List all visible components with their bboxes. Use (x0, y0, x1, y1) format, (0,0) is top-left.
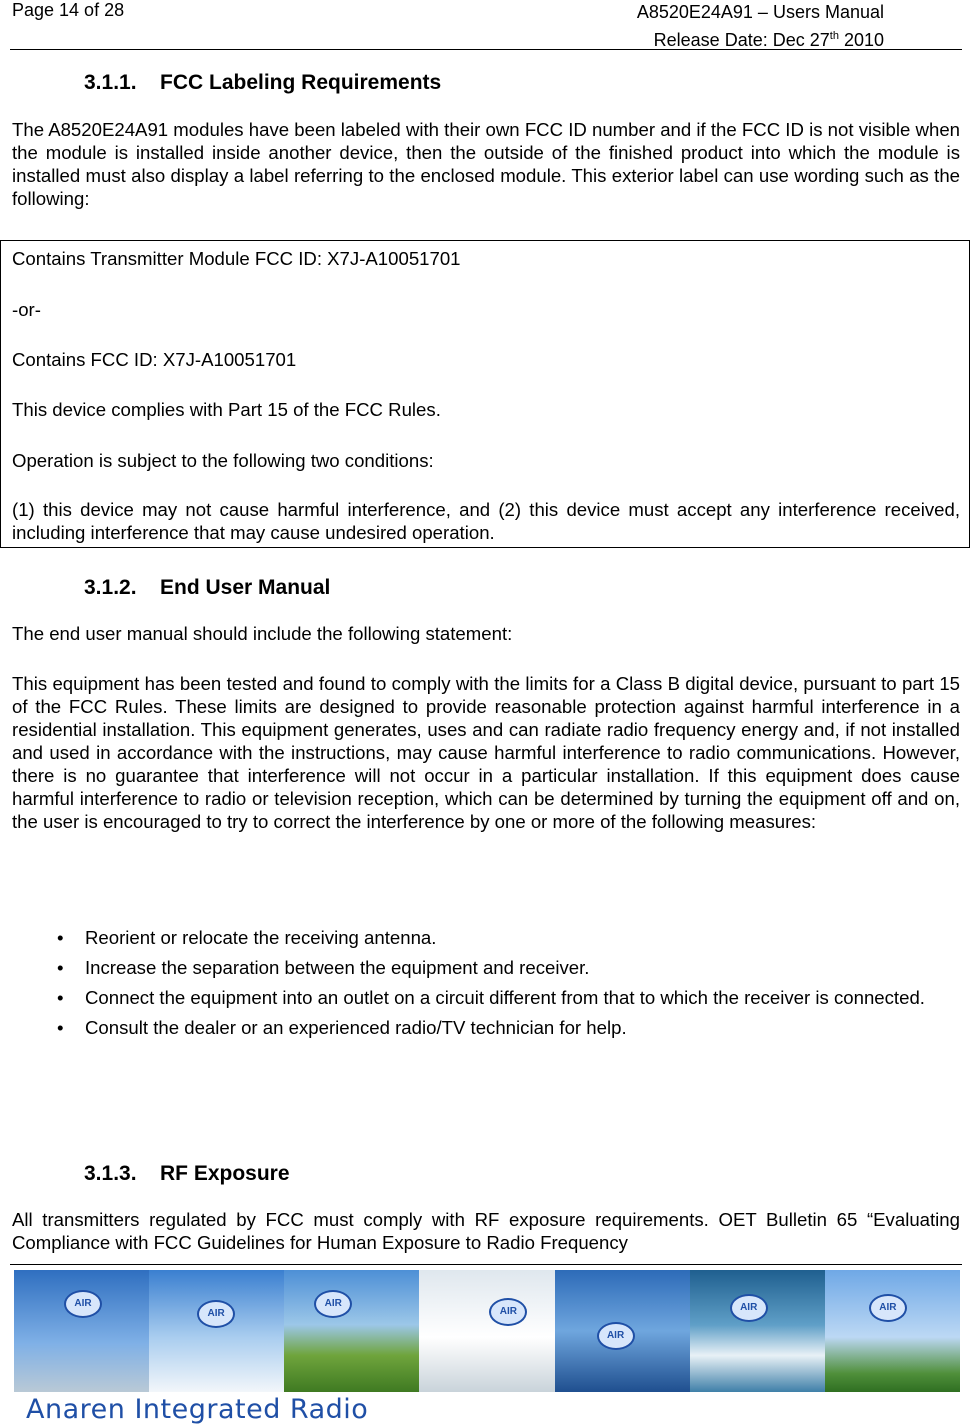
release-date: Release Date: Dec 27th 2010 (653, 30, 884, 50)
section-heading-labeling: 3.1.1. FCC Labeling Requirements (84, 71, 442, 94)
banner-cyclist-image: AIR (284, 1270, 419, 1392)
banner-snowboard-image: AIR (419, 1270, 554, 1392)
label-line-conditions: Operation is subject to the following two conditions: (12, 450, 434, 471)
label-line-or: -or- (12, 299, 41, 320)
list-item: • Connect the equipment into an outlet on a circuit different from that to which the receiver is connected. (57, 987, 925, 1008)
list-item: • Reorient or relocate the receiving antenna. (57, 927, 437, 948)
banner-jumper-image: AIR (825, 1270, 960, 1392)
page-number: Page 14 of 28 (12, 0, 125, 20)
banner-kayak-image: AIR (690, 1270, 825, 1392)
banner-skier-image: AIR (149, 1270, 284, 1392)
end-user-intro: The end user manual should include the following statement: (12, 623, 513, 644)
section-heading-rf-exposure: 3.1.3. RF Exposure (84, 1162, 290, 1185)
label-line-terms: (1) this device may not cause harmful interference, and (2) this device must accept any interference received, including interference that may cause undesired operation. (12, 499, 960, 543)
banner-windsurf-image: AIR (555, 1270, 690, 1392)
document-info (637, 0, 884, 52)
list-item: • Increase the separation between the equipment and receiver. (57, 957, 590, 978)
label-line-fcc-id: Contains FCC ID: X7J-A10051701 (12, 349, 297, 370)
measures-list (0, 926, 972, 1046)
brand-logo-text: Anaren Integrated Radio (26, 1394, 369, 1425)
bullet-icon: • (57, 1017, 64, 1038)
footer-banner (14, 1270, 960, 1392)
footer-divider (10, 1264, 962, 1265)
bullet-icon: • (57, 987, 64, 1008)
fcc-label-box (0, 240, 970, 548)
banner-skater-image: AIR (14, 1270, 149, 1392)
bullet-icon: • (57, 927, 64, 948)
header-divider (10, 49, 962, 50)
label-line-1: Contains Transmitter Module FCC ID: X7J-A10051701 (12, 248, 461, 269)
labeling-intro: The A8520E24A91 modules have been labeled with their own FCC ID number and if the FCC ID is not visible when the module is installed inside another device, then the outside of the finished product into which the module is installed must also display a label referring to the enclosed module. This exterior label can use wording such as the following: (12, 119, 960, 209)
rf-exposure-text: All transmitters regulated by FCC must comply with RF exposure requirements. OET Bulletin 65 “Evaluating Compliance with FCC Guidelines for Human Exposure to Radio Frequency (12, 1209, 960, 1253)
document-title: A8520E24A91 – Users Manual (636, 2, 884, 22)
section-heading-end-user-manual: 3.1.2. End User Manual (84, 576, 331, 599)
bullet-icon: • (57, 957, 64, 978)
end-user-statement: This equipment has been tested and found to comply with the limits for a Class B digital device, pursuant to part 15 of the FCC Rules. These limits are designed to provide reasonable protection against harmful interference in a residential installation. This equipment generates, uses and can radiate radio frequency energy and, if not installed and used in accordance with the instructions, may cause harmful interference to radio communications. However, there is no guarantee that interference will not occur in a particular installation. If this equipment does cause harmful interference to radio or television reception, which can be determined by turning the equipment off and on, the user is encouraged to try to correct the interference by one or more of the following measures: (12, 673, 960, 832)
list-item: • Consult the dealer or an experienced radio/TV technician for help. (57, 1017, 627, 1038)
label-line-part15: This device complies with Part 15 of the FCC Rules. (12, 399, 441, 420)
